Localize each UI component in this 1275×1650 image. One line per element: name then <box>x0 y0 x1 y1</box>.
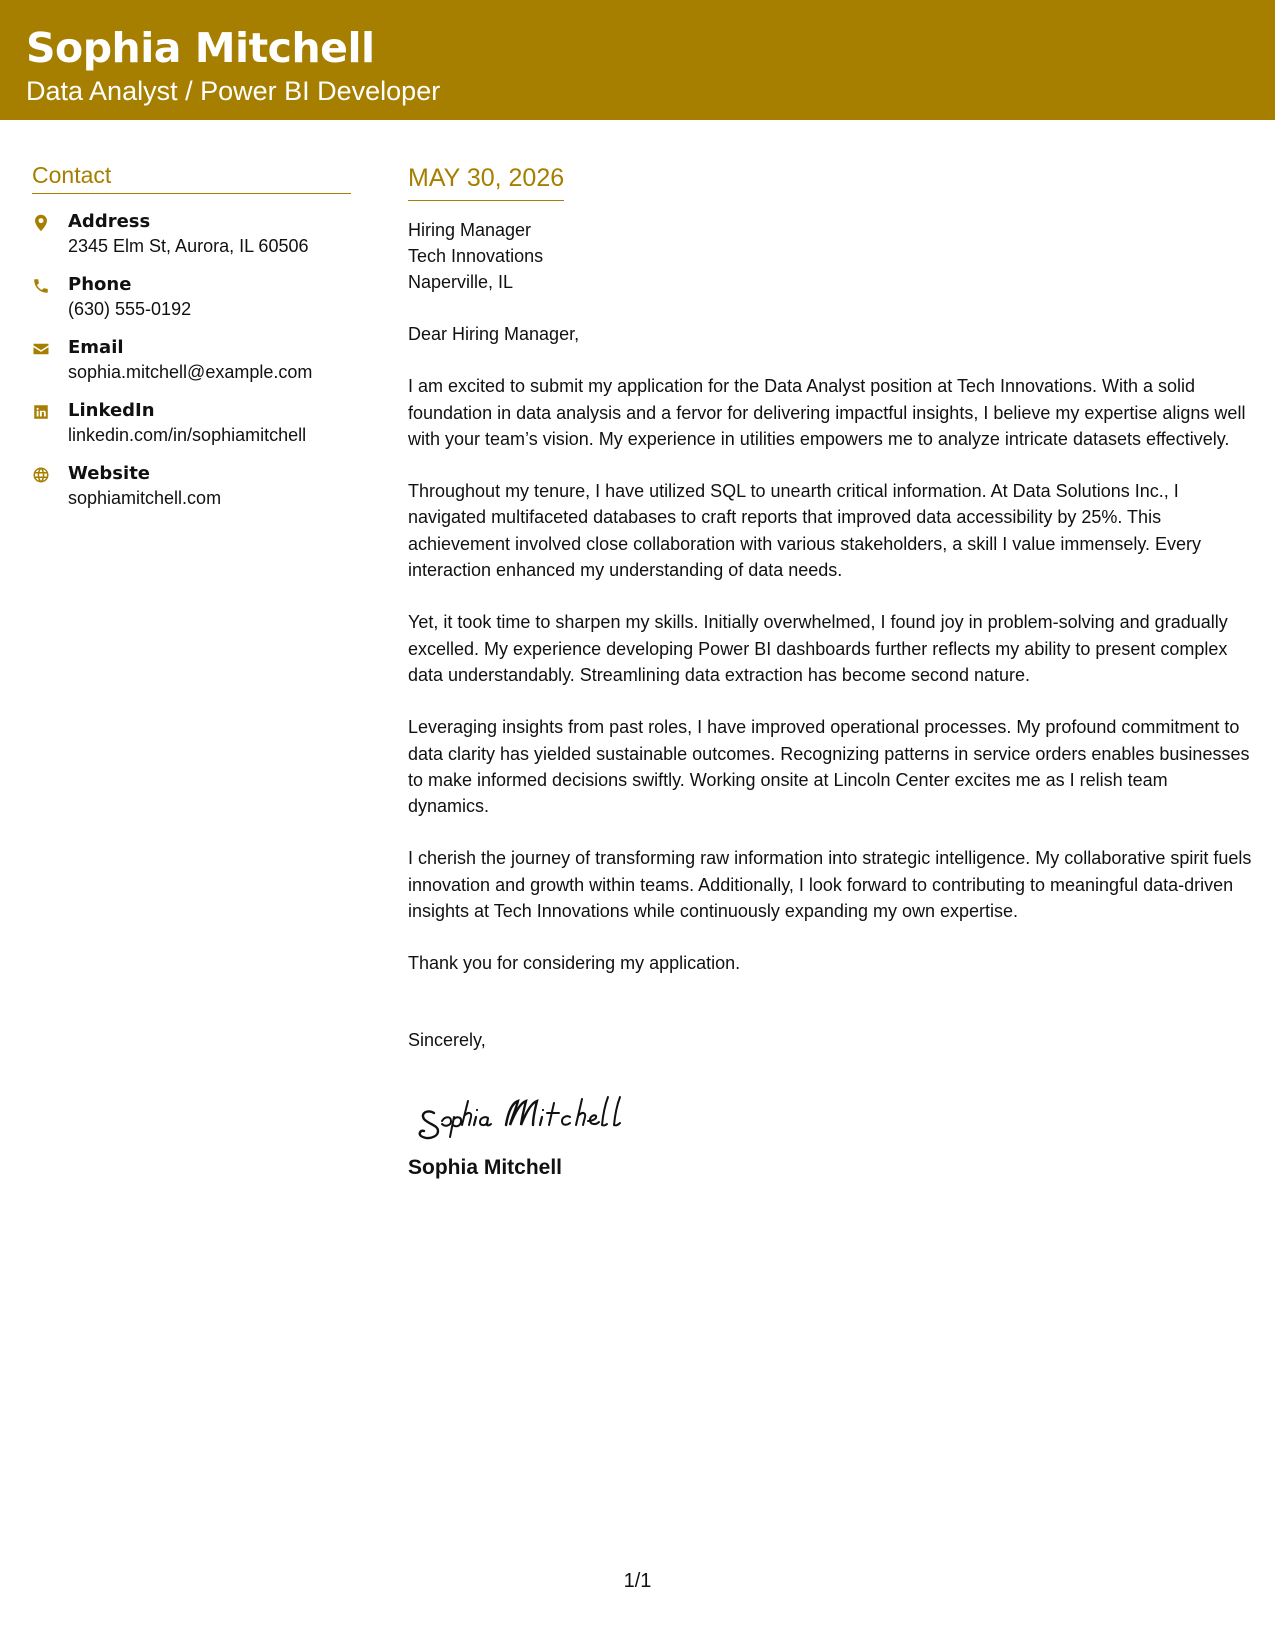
letter-date: MAY 30, 2026 <box>408 162 564 201</box>
signed-name: Sophia Mitchell <box>408 1155 563 1179</box>
applicant-title: Data Analyst / Power BI Developer <box>26 76 441 106</box>
map-pin-icon <box>32 210 68 234</box>
letter-body <box>408 162 1253 1181</box>
contact-item-phone <box>32 273 351 322</box>
salutation: Dear Hiring Manager, <box>408 324 580 344</box>
contact-item-linkedin <box>32 399 351 448</box>
contact-value: linkedin.com/in/sophiamitchell <box>68 425 307 445</box>
page-number: 1/1 <box>623 1570 652 1592</box>
contact-label: Address <box>68 211 151 232</box>
contact-label: Website <box>68 463 151 484</box>
letter-paragraph: Leveraging insights from past roles, I have improved operational processes. My profound commitment to data clarity has yielded sustainable outcomes. Recognizing patterns in service orders enables businesses to make informed decisions swiftly. Working onsite at Lincoln Center excites me as I relish team dynamics. <box>408 717 1250 817</box>
contact-value: (630) 555-0192 <box>68 299 192 319</box>
globe-icon <box>32 462 68 486</box>
contact-label: Email <box>68 337 124 358</box>
contact-value: sophiamitchell.com <box>68 488 222 508</box>
contact-value: sophia.mitchell@example.com <box>68 362 313 382</box>
letter-paragraph: I cherish the journey of transforming raw information into strategic intelligence. My collaborative spirit fuels innovation and growth within teams. Additionally, I look forward to contributing to meaningful data-driven insights at Tech Innovations while continuously expanding my own expertise. <box>408 848 1252 922</box>
header-banner <box>0 0 1275 120</box>
closing: Sincerely, <box>408 1029 486 1050</box>
recipient-line: Hiring Manager <box>408 220 532 240</box>
linkedin-icon <box>32 399 68 423</box>
contact-label: Phone <box>68 274 132 295</box>
contact-item-address <box>32 210 351 259</box>
contact-item-email <box>32 336 351 385</box>
contact-sidebar <box>32 162 351 525</box>
recipient-line: Tech Innovations <box>408 246 544 266</box>
recipient-block <box>408 217 1253 295</box>
phone-icon <box>32 273 68 297</box>
recipient-line: Naperville, IL <box>408 272 514 292</box>
contact-label: LinkedIn <box>68 400 155 421</box>
handwritten-signature <box>408 1077 668 1141</box>
letter-paragraph: Yet, it took time to sharpen my skills. Initially overwhelmed, I found joy in problem-solving and gradually excelled. My experience developing Power BI dashboards further reflects my ability to present complex data understandably. Streamlining data extraction has become second nature. <box>408 612 1228 685</box>
applicant-name: Sophia Mitchell <box>26 24 375 72</box>
envelope-icon <box>32 336 68 360</box>
letter-paragraph: Throughout my tenure, I have utilized SQL to unearth critical information. At Data Solutions Inc., I navigated multifaceted databases to craft reports that improved data accessibility by 25%. This achievement involved close collaboration with various stakeholders, a skill I value immensely. Every interaction enhanced my understanding of data needs. <box>408 481 1202 581</box>
contact-item-website <box>32 462 351 511</box>
letter-paragraph: Thank you for considering my application. <box>408 953 741 974</box>
contact-value: 2345 Elm St, Aurora, IL 60506 <box>68 236 309 256</box>
contact-section-title: Contact <box>32 162 351 194</box>
letter-paragraph: I am excited to submit my application for the Data Analyst position at Tech Innovations. With a solid foundation in data analysis and a fervor for delivering impactful insights, I believe my expertise aligns well with your team’s vision. My experience in utilities empowers me to analyze intricate datasets effectively. <box>408 376 1246 449</box>
